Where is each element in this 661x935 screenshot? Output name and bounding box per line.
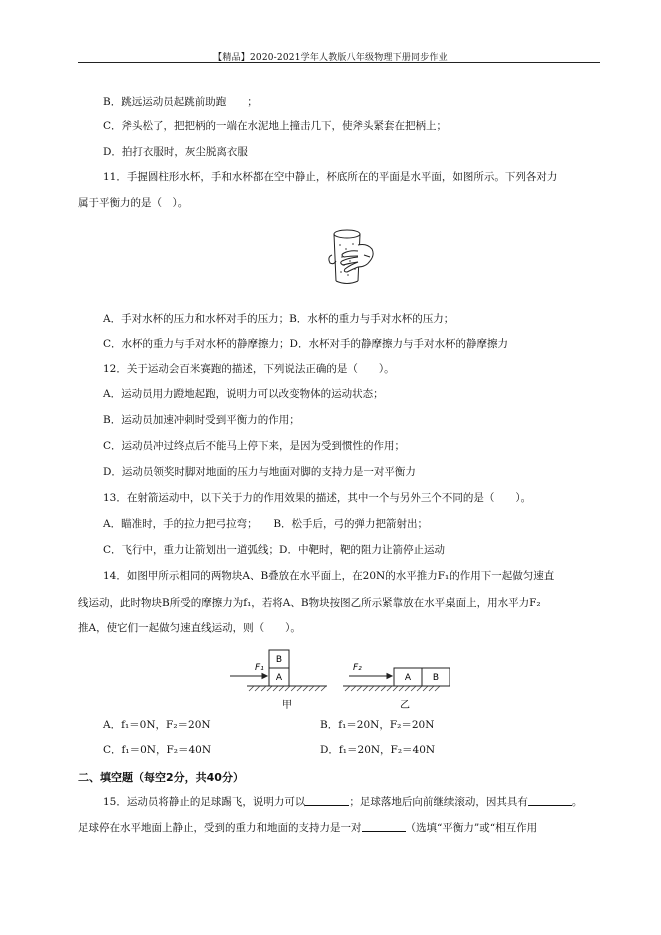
question-11-line1: 11．手握圆柱形水杯，手和水杯都在空中静止，杯底所在的平面是水平面，如图所示。下列各对力: [103, 171, 558, 183]
header-rule: [78, 62, 600, 63]
option-b-prev: B．跳远运动员起跳前助跑 ；: [103, 96, 258, 108]
question-15-text1: 15．运动员将静止的足球踢飞，说明力可以: [103, 796, 306, 808]
question-14-option-b: B．f₁＝20N，F₂＝20N: [320, 719, 435, 731]
question-12-option-a: A．运动员用力蹬地起跑，说明力可以改变物体的运动状态；: [103, 388, 384, 400]
blank-2[interactable]: [528, 795, 572, 806]
question-13-options-ab: A．瞄准时，手的拉力把弓拉弯； B．松手后，弓的弹力把箭射出；: [103, 518, 429, 530]
question-12-option-c: C．运动员冲过终点后不能马上停下来，是因为受到惯性的作用；: [103, 440, 406, 452]
question-14-line1: 14．如图甲所示相同的两物块A、B叠放在水平面上，在20N的水平推力F₁的作用下一起做匀速直: [103, 570, 555, 582]
question-12-option-b: B．运动员加速冲刺时受到平衡力的作用；: [103, 414, 300, 426]
section-2-title: 二、填空题（每空2分，共40分）: [78, 771, 244, 784]
label-force2: F₂: [353, 663, 362, 673]
question-11-line2: 属于平衡力的是（ ）。: [78, 197, 189, 209]
question-15-text2: ；足球落地后向前继续滚动，因其具有: [349, 796, 528, 808]
question-14-option-d: D．f₁＝20N，F₂＝40N: [320, 744, 436, 756]
option-c-prev: C．斧头松了，把把柄的一端在水泥地上撞击几下，使斧头紧套在把柄上；: [103, 120, 448, 132]
question-15-text4: 足球停在水平地面上静止，受到的重力和地面的支持力是一对: [78, 822, 362, 834]
question-14-option-c: C．f₁＝0N，F₂＝40N: [103, 744, 212, 756]
blocks-figure: [225, 648, 450, 710]
question-11-options-ab: A．手对水杯的压力和水杯对手的压力；B．水杯的重力与手对水杯的压力；: [103, 313, 455, 325]
blank-1[interactable]: [305, 795, 349, 806]
blank-3[interactable]: [362, 821, 406, 832]
question-12-option-d: D．运动员领奖时脚对地面的压力与地面对脚的支持力是一对平衡力: [103, 466, 416, 478]
label-b-yi: B: [432, 673, 440, 683]
cup-figure: [320, 225, 380, 291]
caption-jia: 甲: [282, 700, 292, 710]
question-15-text5: （选填“平衡力”或“相互作用: [405, 822, 538, 834]
question-15-line1: [103, 795, 582, 809]
question-12: 12．关于运动会百米赛跑的描述，下列说法正确的是（ ）。: [103, 363, 395, 375]
question-14-line3: 推A，使它们一起做匀速直线运动，则（ ）。: [78, 622, 301, 634]
page-header: 【精品】2020-2021学年人教版八年级物理下册同步作业: [213, 53, 448, 63]
label-a-yi: A: [404, 673, 412, 683]
label-a-jia: A: [275, 673, 283, 683]
question-15-line2: [78, 821, 537, 835]
question-13-options-cd: C．飞行中，重力让箭划出一道弧线；D．中靶时，靶的阻力让箭停止运动: [103, 544, 445, 556]
question-14-line2: 线运动，此时物块B所受的摩擦力为f₁，若将A、B物块按图乙所示紧靠放在水平桌面上，用水平力F₂: [78, 597, 541, 609]
option-d-prev: D．拍打衣服时，灰尘脱离衣服: [103, 146, 248, 158]
question-14-option-a: A．f₁＝0N，F₂＝20N: [103, 719, 211, 731]
caption-yi: 乙: [400, 700, 410, 710]
question-13: 13．在射箭运动中，以下关于力的作用效果的描述，其中一个与另外三个不同的是（ ）。: [103, 492, 532, 504]
label-force1: F₁: [255, 663, 264, 673]
question-11-options-cd: C．水杯的重力与手对水杯的静摩擦力；D．水杯对手的静摩擦力与手对水杯的静摩擦力: [103, 338, 508, 350]
question-15-text3: 。: [571, 796, 583, 808]
label-b-jia: B: [275, 655, 283, 665]
